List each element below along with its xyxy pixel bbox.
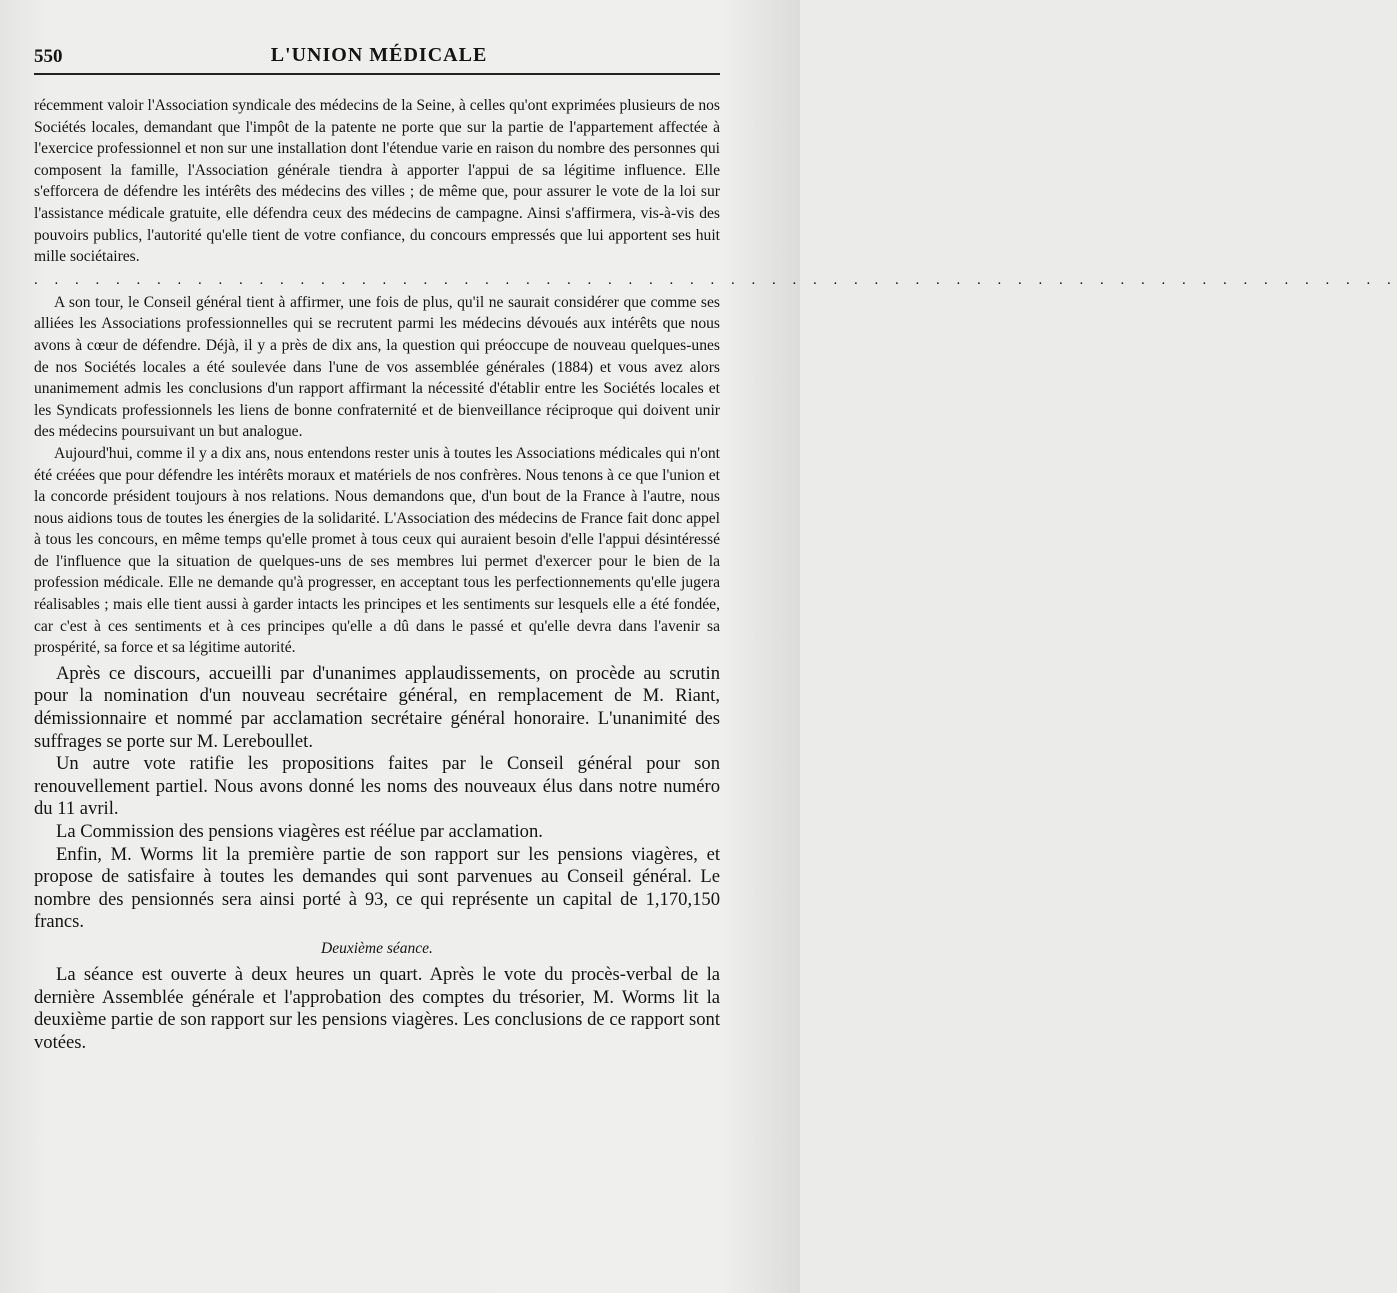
paragraph-5: Un autre vote ratifie les propositions faites par le Conseil général pour son renouvellement partiel. Nous avons donné les noms des nouveaux élus dans notre numéro du 11 avril. [34, 753, 720, 820]
paragraph-1: récemment valoir l'Association syndicale des médecins de la Seine, à celles qu'ont exprimées plusieurs de nos Sociétés locales, demandant que l'impôt de la patente ne porte que sur la partie de l'appartement affectée à l'exercice professionnel et non sur une installation dont l'étendue varie en raison du nombre des personnes qui composent la famille, l'Association générale tiendra à apporter l'appui de sa légitime influence. Elle s'efforcera de défendre les intérêts des médecins des villes ; de même que, pour assurer le vote de la loi sur l'assistance médicale gratuite, elle défendra ceux des médecins de campagne. Ainsi s'affirmera, vis-à-vis des pouvoirs publics, l'autorité qu'elle tient de votre confiance, du concours empressés que lui apportent ses huit mille sociétaires. [34, 97, 720, 266]
page-header [34, 40, 724, 70]
body-text [34, 95, 1397, 1054]
paragraph-4: Après ce discours, accueilli par d'unanimes applaudissements, on procède au scrutin pour la nomination d'un nouveau secrétaire général, en remplacement de M. Riant, démissionnaire et nommé par acclamation secrétaire général honoraire. L'unanimité des suffrages se porte sur M. Lereboullet. [34, 662, 720, 752]
section-subheading: Deuxième séance. [321, 939, 433, 957]
ellipsis-divider: . . . . . . . . . . . . . . . . . . . . . . . . . . . . . . . . . . . . . . . . . . . . . . . . . . . . . . . . . . . . . . . . . . . [34, 271, 1397, 288]
paragraph-3: Aujourd'hui, comme il y a dix ans, nous entendons rester unis à toutes les Associations médicales qui n'ont été créées que pour défendre les intérêts moraux et matériels de nos confrères. Nous tenons à ce que l'union et la concorde président toujours à nos relations. Nous demandons que, d'un bout de la France à l'autre, nous nous aidions tous de toutes les énergies de la solidarité. L'Association des médecins de France fait donc appel à tous les concours, en même temps qu'elle promet à tous ceux qui auraient besoin d'elle l'appui désintéressé de l'influence que la situation de quelques-uns de ses membres lui permet d'exercer pour le bien de la profession médicale. Elle ne demande qu'à progresser, en acceptant tous les perfectionnements qu'elle jugera réalisables ; mais elle tient aussi à garder intacts les principes et les sentiments sur lesquels elle a été fondée, car c'est à ces sentiments et à ces principes qu'elle a dû dans le passé et qu'elle devra dans l'avenir sa prospérité, sa force et sa légitime autorité. [34, 444, 720, 657]
header-rule [34, 73, 720, 75]
running-title: L'UNION MÉDICALE [270, 44, 488, 66]
paragraph-7: Enfin, M. Worms lit la première partie de son rapport sur les pensions viagères, et propose de satisfaire à toutes les demandes qui sont parvenues au Conseil général. Le nombre des pensionnés sera ainsi porté à 93, ce qui représente un capital de 1,170,150 francs. [34, 843, 720, 933]
paragraph-2: A son tour, le Conseil général tient à affirmer, une fois de plus, qu'il ne saurait considérer que comme ses alliées les Associations professionnelles qui se recrutent parmi les médecins dévoués aux intérêts que nous avons à cœur de défendre. Déjà, il y a près de dix ans, la question qui préoccupe de nouveau quelques-unes de nos Sociétés locales a été soulevée dans l'une de vos assemblée générales (1884) et vous avez alors unanimement admis les conclusions d'un rapport affirmant la nécessité d'établir entre les Sociétés locales et les Syndicats professionnels les liens de bonne confraternité et de bienveillance réciproque qui doivent unir des médecins poursuivant un but analogue. [34, 293, 720, 441]
paragraph-8: La séance est ouverte à deux heures un quart. Après le vote du procès-verbal de la dernière Assemblée générale et l'approbation des comptes du trésorier, M. Worms lit la deuxième partie de son rapport sur les pensions viagères. Les conclusions de ce rapport sont votées. [34, 963, 720, 1053]
paragraph-6: La Commission des pensions viagères est réélue par acclamation. [56, 821, 543, 842]
page-number: 550 [34, 46, 63, 67]
